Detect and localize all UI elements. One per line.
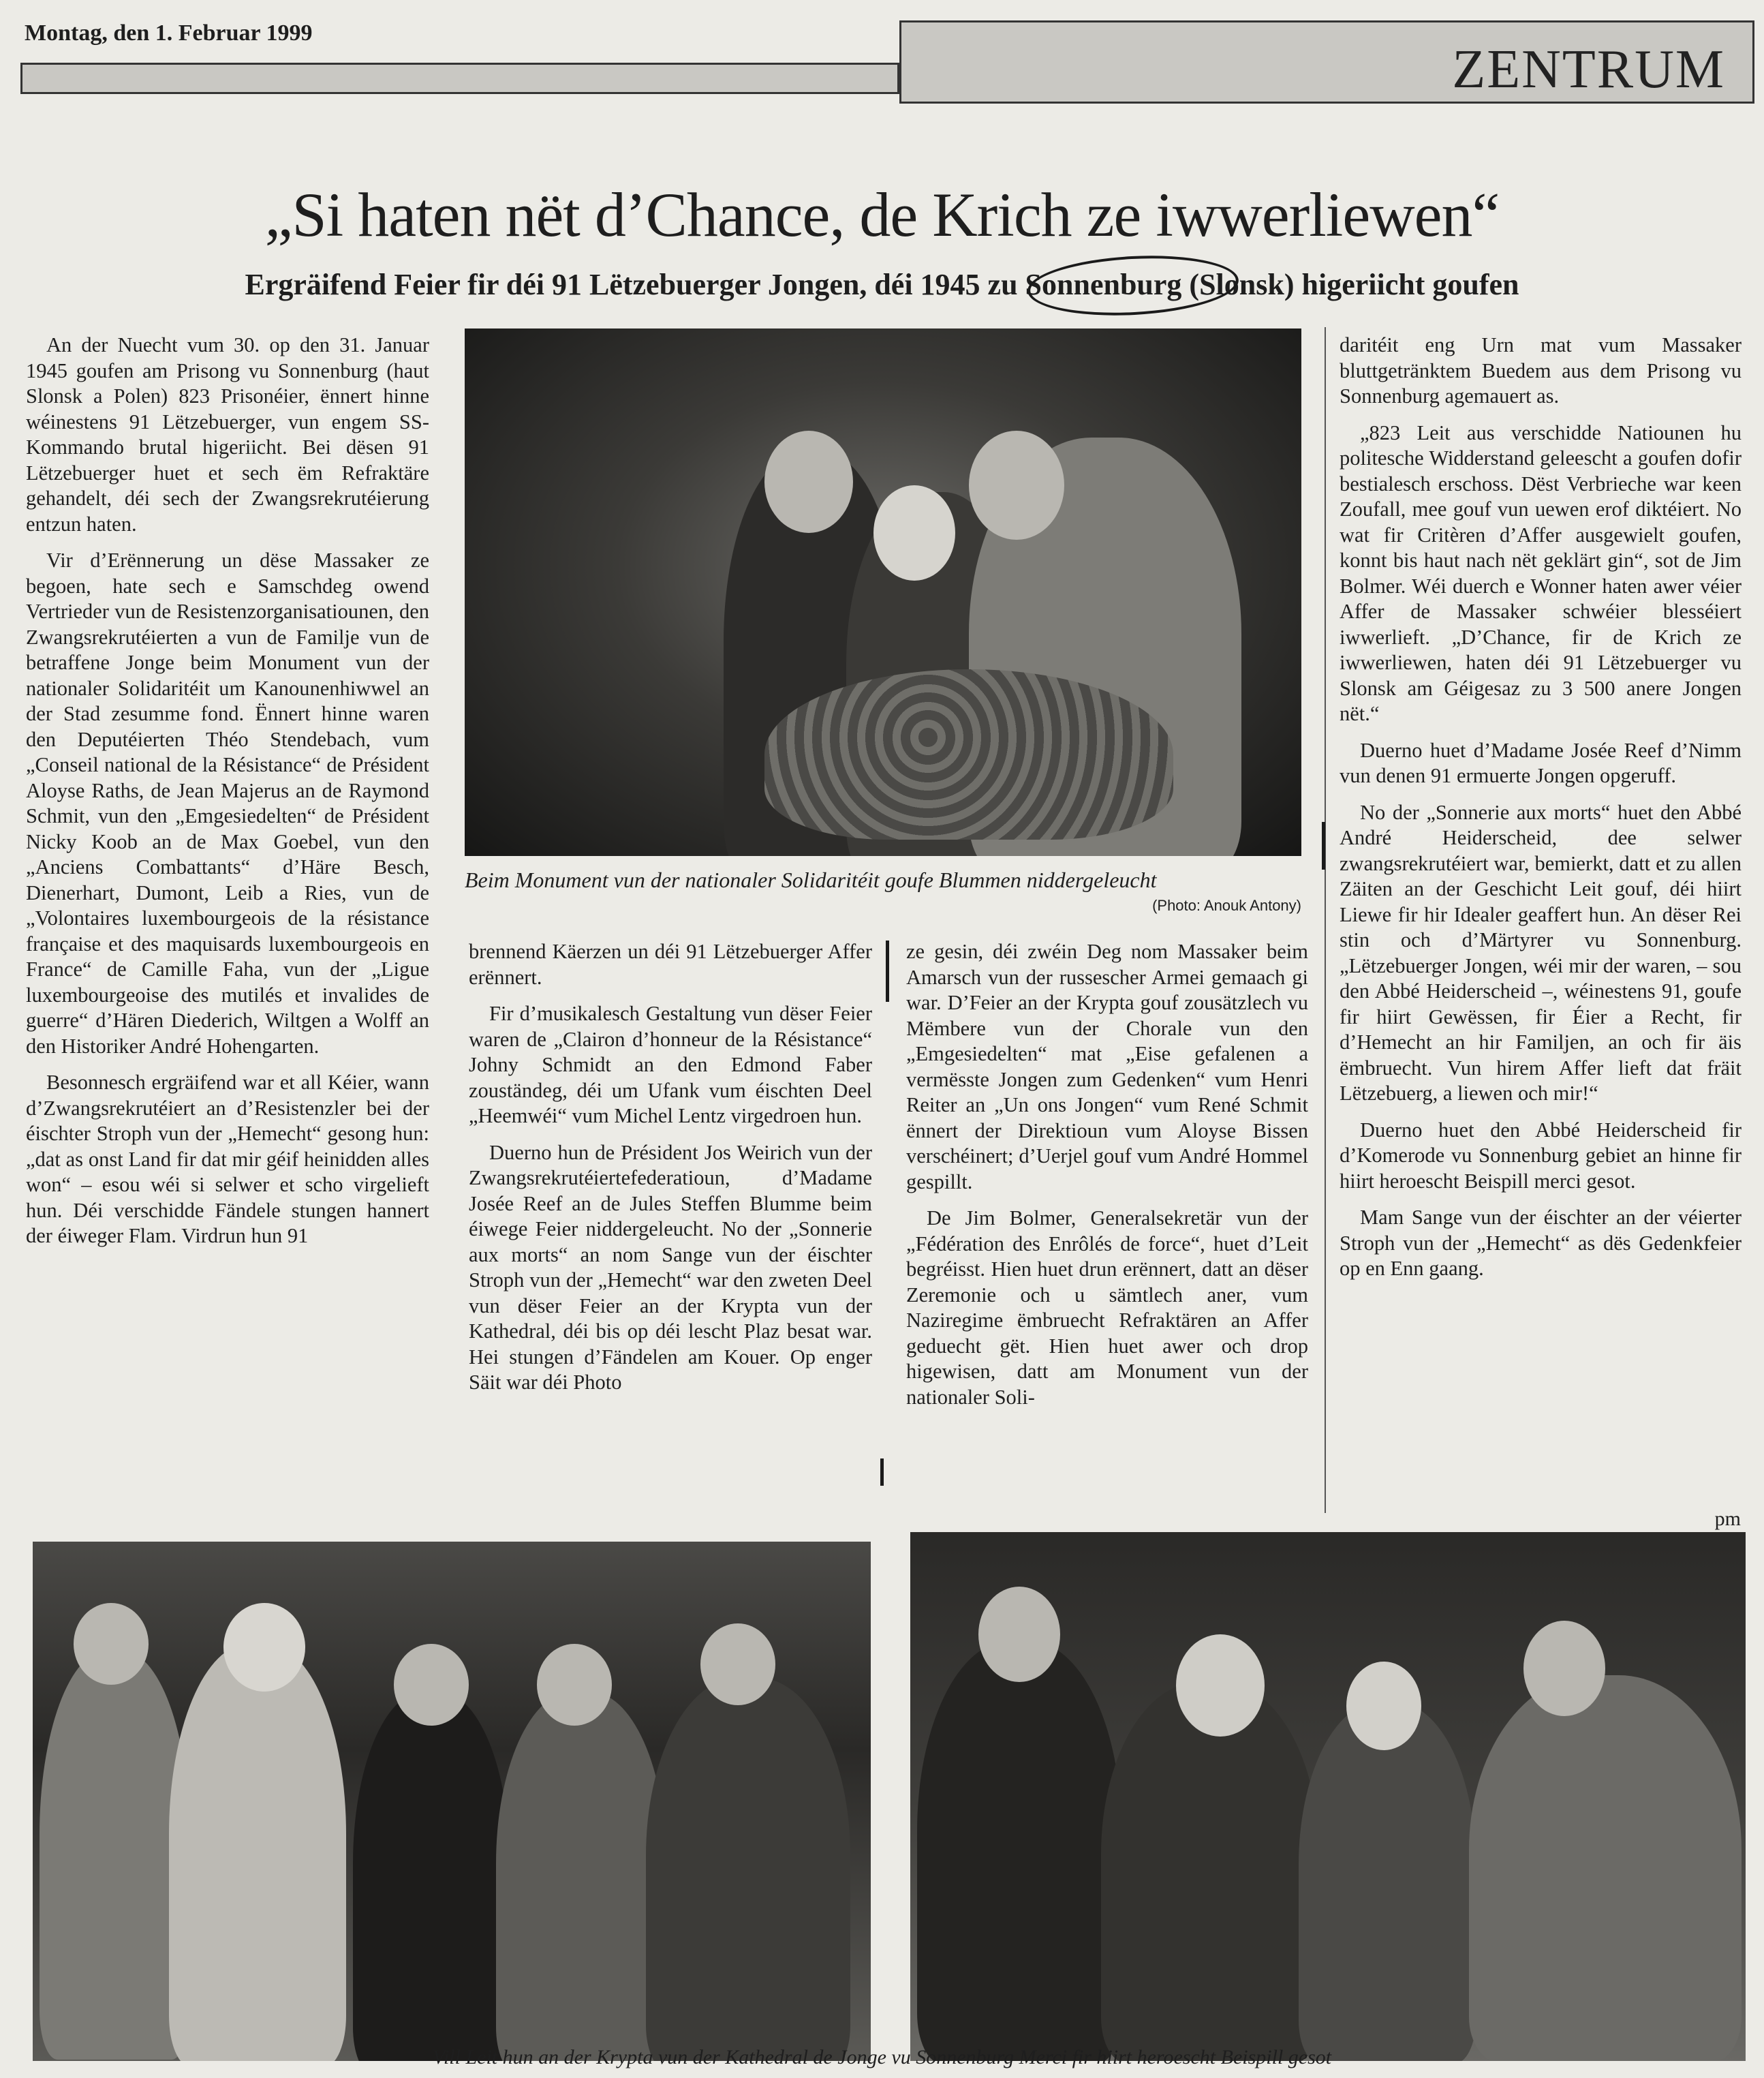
photo-figure <box>353 1692 510 2061</box>
subheadline: Ergräifend Feier fir déi 91 Lëtzebuerger Jongen, déi 1945 zu Sonnenburg (Slonsk) higeriicht goufen <box>245 268 1519 301</box>
paragraph: Vir d’Erënnerung un dëse Massaker ze begoen, hate sech e Samschdeg owend Vertrieder vun de Resistenzorganisatiounen, den Zwangsrekrutéierten a vun de Familje vun de betraffene Jonge beim Monument vun der nationaler Solidaritéit um Kanounenhiwwel an der Stad zesumme fond. Ënnert hinne waren den Deputéierten Théo Stendebach, vum „Conseil national de la Résistance“ de Président Aloyse Raths, de Jean Majerus an de Raymond Schmit, vun den „Emgesiedelten“ de Président Nicky Koob an de Max Goebel, vun den „Anciens Combattants“ d’Häre Besch, Dienerhart, Dumont, Leib a Ries, vun de „Volontaires luxembourgeois de la résistance française et des maquisards luxembourgeois en France“ de Camille Faha, vun der „Ligue luxembourgeoise des mutilés et invalides de guerre“ d’Hären Diederich, Wiltgen a Wolff an den Historiker André Hohengarten. <box>26 549 429 1058</box>
photo-head <box>969 431 1064 540</box>
article-column-3 <box>906 939 1308 1525</box>
paragraph: No der „Sonnerie aux morts“ huet den Abbé André Heiderscheid, dee selwer zwangsrekrutéiert war, bemierkt, datt et zu allen Zäiten an der Geschicht Leit gouf, déi hiirt Liewe fir hir Idealer geaffert hun. An dëser Rei stin och d’Märtyrer vu Sonnenburg. „Lëtzebuerger Jongen, wéi mir der waren, – sou den Abbé Heiderscheid –, wéinestens 91, goufe fir hiirt Gewëssen, fir Éier a Recht, fir d’Hemecht an hir Familjen, an och fir äis ëmbruecht. Vun hirem Affer lieft dat fräit Lëtzebuerg, a liewen och mir!“ <box>1340 800 1742 1105</box>
paragraph: Fir d’musikalesch Gestaltung vun dëser Feier waren de „Clairon d’honneur de la Résistance“ Johny Schmidt an den Edmond Faber zouständeg, déi um Ufank vum éischten Deel „Heemwéi“ vum Michel Lentz virgedroen hun. <box>469 1002 872 1127</box>
header-bar <box>20 63 899 94</box>
photo-figure <box>646 1678 850 2061</box>
photo-head <box>1346 1662 1421 1750</box>
paragraph: Duerno huet d’Madame Josée Reef d’Nimm vun denen 91 ermuerte Jongen opgeruff. <box>1340 738 1742 787</box>
photo-head <box>764 431 853 533</box>
section-box <box>899 20 1754 104</box>
photo-figure <box>917 1641 1121 2061</box>
photo-head <box>873 485 955 581</box>
ink-margin-mark <box>880 1458 884 1486</box>
bottom-photo-caption: Vill Leit hun an der Krypta vun der Kathedral de Jonge vu Sonnenburg Merci fir hiirt heroescht Beispill gesot <box>432 2046 1332 2068</box>
main-photo-credit: (Photo: Anouk Antony) <box>1152 897 1301 914</box>
paragraph: Duerno huet den Abbé Heiderscheid fir d’Komerode vu Sonnenburg gebiet an hinne fir hiirt heroescht Beispill merci gesot. <box>1340 1118 1742 1193</box>
paragraph: De Jim Bolmer, Generalsekretär vun der „Fédération des Enrôlés de force“, huet d’Leit begréisst. Hien huet drun erënnert, datt an dëser Zeremonie och u sämtlech aner, vum Naziregime ëmbruecht Refraktären an Affer geduecht gët. Hien huet awer och drop higewisen, datt am Monument vun der nationaler Soli- <box>906 1206 1308 1409</box>
column-rule <box>1325 327 1326 1513</box>
paragraph: „823 Leit aus verschidde Natiounen hu politesche Widderstand geleescht a goufen dofir bestialesch erschoss. Dëst Verbrieche war keen Zoufall, mee gouf vun uewen erof diktéiert. No wat fir Critèren d’Affer ausgewielt goufen, konnt bis haut nach nët geklärt gin“, sot de Jim Bolmer. Wéi duerch e Wonner haten awer véier Affer de Massaker schwéier blesséiert iwwerlieft. „D’Chance, fir de Krich ze iwwerliewen, haten déi 91 Lëtzebuerger vu Slonsk am Géigesaz zu 3 500 anere Jongen nët.“ <box>1340 421 1742 725</box>
article-column-4 <box>1340 333 1742 1525</box>
section-label: ZENTRUM <box>1452 40 1725 100</box>
photo-head <box>74 1603 149 1685</box>
crypt-photo-left <box>33 1542 871 2061</box>
photo-figure <box>169 1644 346 2061</box>
photo-head <box>537 1644 612 1726</box>
photo-head <box>978 1587 1060 1682</box>
main-photo <box>465 328 1301 856</box>
ink-margin-mark <box>886 941 889 1002</box>
paragraph: An der Nuecht vum 30. op den 31. Januar 1945 goufen am Prisong vu Sonnenburg (haut Slonsk a Polen) 823 Prisonéier, ënnert hinne wéinestens 91 Lëtzebuerger, vun engem SS-Kommando brutal higeriicht. Bei dësen 91 Lëtzebuerger huet et sech ëm Refraktäre gehandelt, déi sech der Zwangsrekrutéierung entzun haten. <box>26 333 429 536</box>
crypt-photo-right <box>910 1532 1746 2061</box>
photo-head <box>223 1603 305 1692</box>
paragraph: ze gesin, déi zwéin Deg nom Massaker beim Amarsch vun der russescher Armei gemaach gi war. D’Feier an der Krypta gouf zousätzlech vu Mëmbere vun der Chorale vun den „Emgesiedelten“ mat „Eise gefalenen a vermësste Jongen zum Gedenken“ vum Henri Reiter an „Un ons Jongen“ vum René Schmit ënnert der Direktioun vum Aloyse Bissen verschéinert; d’Uerjel gouf vum André Hommel gespillt. <box>906 940 1308 1193</box>
paragraph: brennend Käerzen un déi 91 Lëtzebuerger Affer erënnert. <box>469 940 872 989</box>
photo-head <box>1176 1634 1265 1737</box>
photo-wreath <box>764 669 1173 840</box>
photo-figure <box>496 1692 666 2061</box>
photo-head <box>700 1623 775 1705</box>
paragraph: daritéit eng Urn mat vum Massaker bluttgetränktem Buedem aus dem Prisong vu Sonnenburg agemauert as. <box>1340 333 1742 408</box>
main-photo-caption: Beim Monument vun der nationaler Solidaritéit goufe Blummen niddergeleucht <box>465 868 1157 892</box>
author-signoff: pm <box>1714 1508 1741 1530</box>
photo-figure <box>40 1651 189 2060</box>
ink-margin-mark <box>1322 822 1325 870</box>
photo-figure <box>1299 1702 1476 2061</box>
paragraph: Mam Sange vun der éischter an der véierter Stroph vun der „Hemecht“ as dës Gedenkfeier op en Enn gaang. <box>1340 1206 1742 1280</box>
photo-head <box>394 1644 469 1726</box>
article-column-1 <box>26 333 429 1525</box>
photo-head <box>1523 1621 1605 1716</box>
paragraph: Duerno hun de Président Jos Weirich vun der Zwangsrekrutéiertefederatioun, d’Madame Josée Reef an de Jules Steffen Blumme beim éiwege Feier niddergeleucht. No der „Sonnerie aux morts“ an nom Sange vun der éischter Stroph vun der „Hemecht“ war den zweten Deel vun dëser Feier an der Krypta vun der Kathedral, déi bis op déi lescht Plaz besat war. Hei stungen d’Fändelen am Kouer. Op enger Säit war déi Photo <box>469 1140 872 1394</box>
ink-circle-mark <box>1026 251 1240 320</box>
paragraph: Besonnesch ergräifend war et all Kéier, wann d’Zwangsrekrutéiert an d’Resistenzler bei der éischter Stroph vun der „Hemecht“ gesong hun: „dat as onst Land fir dat mir géif heinidden alles won“ – esou wéi si selwer et scho virgelieft hun. Déi verschidde Fändele stungen hannert der éiweger Flam. Virdrun hun 91 <box>26 1071 429 1247</box>
headline: „Si haten nët d’Chance, de Krich ze iwwerliewen“ <box>264 180 1500 249</box>
photo-figure <box>1469 1675 1742 2061</box>
photo-figure <box>1101 1682 1319 2061</box>
header-date: Montag, den 1. Februar 1999 <box>25 20 313 46</box>
article-column-2 <box>469 939 872 1525</box>
